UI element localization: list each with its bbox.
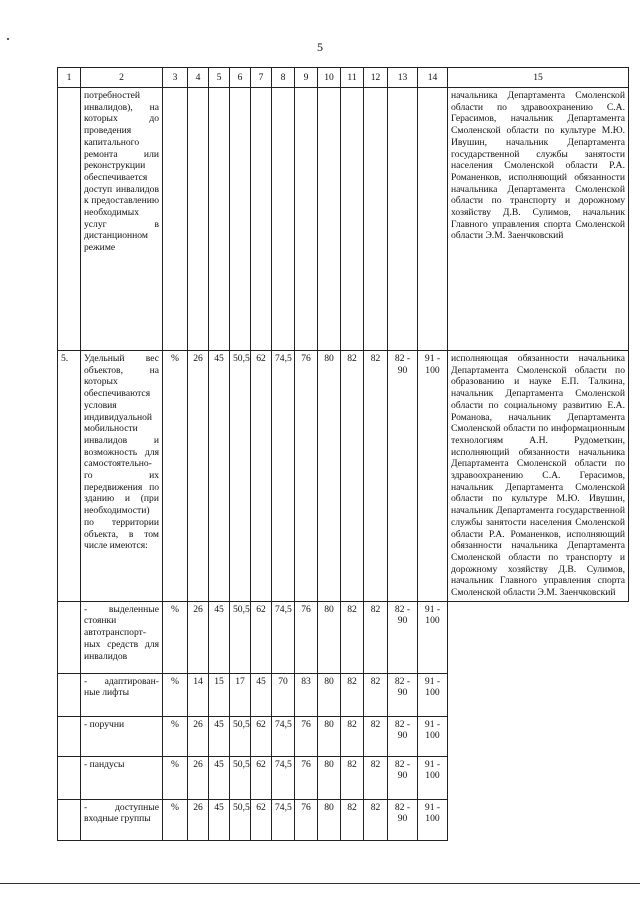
value-cell: 45 — [209, 756, 230, 799]
unit-cell: % — [163, 799, 188, 840]
description-cell: - адаптирован-ные лифты — [81, 673, 163, 716]
header-cell: 2 — [81, 68, 163, 88]
page-bottom-line — [0, 883, 640, 884]
value-cell: 45 — [209, 799, 230, 840]
value-cell: 82 - 90 — [388, 716, 418, 756]
description-cell: потребностей инвалидов), на которых до проведения капитального ремонта или реконструкции обеспечивается доступ инвалидов к предоставлению необходимых услуг в дистанционном режиме — [81, 88, 163, 351]
page-number: 5 — [317, 40, 323, 54]
value-cell: 82 — [364, 351, 388, 602]
value-cell: 62 — [251, 716, 272, 756]
row-number-cell — [58, 673, 81, 716]
header-cell: 5 — [209, 68, 230, 88]
value-cell: 82 — [364, 673, 388, 716]
value-cell: 45 — [209, 716, 230, 756]
value-cell: 50,5 — [230, 799, 251, 840]
value-cell: 45 — [209, 351, 230, 602]
value-cell: 50,5 — [230, 716, 251, 756]
value-cell: 26 — [188, 351, 209, 602]
value-cell: 26 — [188, 799, 209, 840]
header-cell: 8 — [272, 68, 295, 88]
value-cell: 80 — [318, 799, 341, 840]
value-cell: 62 — [251, 756, 272, 799]
value-cell: 74,5 — [272, 756, 295, 799]
row-number-cell — [58, 601, 81, 673]
header-cell: 14 — [418, 68, 448, 88]
responsible-cell: исполняющая обязанности начальника Департамента Смоленской области по образованию и науке Е.П. Талкина, начальник Департамента Смоленской области по социальному развитию Е.А. Романова, начальник Департамента Смоленской области по информационным технологиям А.Н. Рудометкин, исполняющий обязанности начальника Департамента Смоленской области по здравоохранению С.А. Герасимов, начальник Департамента Смоленской области по культуре М.Ю. Ивушин, начальник Департамента государственной службы занятости населения Смоленской области Р.А. Романенков, исполняющий обязанности начальника Департамента Смоленской области по транспорту и дорожному хозяйству Д.В. Сулимов, начальник Главного управления спорта Смоленской области Э.М. Заенчковский — [448, 351, 629, 602]
table-row — [58, 673, 629, 716]
value-cell: 26 — [188, 601, 209, 673]
value-cell: 80 — [318, 351, 341, 602]
unit-cell: % — [163, 673, 188, 716]
row-number-cell — [58, 88, 81, 351]
value-cell: 82 — [364, 756, 388, 799]
header-cell: 4 — [188, 68, 209, 88]
value-cell: 82 - 90 — [388, 756, 418, 799]
table-row — [58, 88, 629, 351]
value-cell: 76 — [295, 601, 318, 673]
table-row — [58, 799, 629, 840]
header-cell: 6 — [230, 68, 251, 88]
value-cell: 83 — [295, 673, 318, 716]
value-cell: 50,5 — [230, 756, 251, 799]
value-cell: 91 - 100 — [418, 799, 448, 840]
value-cell: 91 - 100 — [418, 756, 448, 799]
description-cell: - пандусы — [81, 756, 163, 799]
value-cell: 91 - 100 — [418, 673, 448, 716]
value-cell: 76 — [295, 756, 318, 799]
unit-cell: % — [163, 351, 188, 602]
header-cell: 12 — [364, 68, 388, 88]
value-cell: 82 — [341, 351, 364, 602]
value-cell: 62 — [251, 601, 272, 673]
header-cell: 13 — [388, 68, 418, 88]
table-row — [58, 601, 629, 673]
value-cell: 82 — [341, 673, 364, 716]
value-cell: 82 — [341, 601, 364, 673]
value-cell: 82 - 90 — [388, 673, 418, 716]
value-cell: 91 - 100 — [418, 716, 448, 756]
description-cell: - доступные входные группы — [81, 799, 163, 840]
header-cell: 15 — [448, 68, 629, 88]
value-cell: 82 - 90 — [388, 351, 418, 602]
value-cell: 15 — [209, 673, 230, 716]
value-cell: 74,5 — [272, 716, 295, 756]
row-number-cell — [58, 716, 81, 756]
value-cell: 80 — [318, 673, 341, 716]
value-cell: 17 — [230, 673, 251, 716]
value-cell: 26 — [188, 716, 209, 756]
header-cell: 1 — [58, 68, 81, 88]
value-cell: 82 - 90 — [388, 799, 418, 840]
table-header-row — [58, 68, 629, 88]
value-cell: 74,5 — [272, 351, 295, 602]
value-cell: 76 — [295, 351, 318, 602]
value-cell: 45 — [209, 601, 230, 673]
unit-cell: % — [163, 601, 188, 673]
value-cell: 45 — [251, 673, 272, 716]
value-cell: 91 - 100 — [418, 351, 448, 602]
row-number-cell — [58, 756, 81, 799]
header-cell: 10 — [318, 68, 341, 88]
unit-cell: % — [163, 756, 188, 799]
header-cell: 7 — [251, 68, 272, 88]
value-cell: 76 — [295, 799, 318, 840]
value-cell: 82 - 90 — [388, 601, 418, 673]
table-row — [58, 716, 629, 756]
header-cell: 11 — [341, 68, 364, 88]
value-cell: 50,5 — [230, 351, 251, 602]
description-cell: Удельный вес объектов, на которых обеспечиваются условия индивидуальной мобильности инвалидов и возможность для самостоятельно-го их передвижения по зданию и (при необходимости) по территории объекта, в том числе имеются: — [81, 351, 163, 602]
header-cell: 9 — [295, 68, 318, 88]
value-cell: 14 — [188, 673, 209, 716]
responsible-cell: начальника Департамента Смоленской области по здравоохранению С.А. Герасимов, начальник Департамента Смоленской области по культуре М.Ю. Ивушин, начальник Департамента государственной службы занятости населения Смоленской области Р.А. Романенков, исполняющий обязанности начальника Департамента Смоленской области по транспорту и дорожному хозяйству Д.В. Сулимов, начальник Главного управления спорта Смоленской области Э.М. Заенчковский — [448, 88, 629, 351]
value-cell: 76 — [295, 716, 318, 756]
value-cell: 74,5 — [272, 799, 295, 840]
value-cell: 82 — [364, 716, 388, 756]
table-row — [58, 351, 629, 602]
description-cell: - поручни — [81, 716, 163, 756]
row-number-cell: 5. — [58, 351, 81, 602]
value-cell: 80 — [318, 716, 341, 756]
value-cell: 80 — [318, 756, 341, 799]
value-cell: 80 — [318, 601, 341, 673]
value-cell: 82 — [341, 756, 364, 799]
value-cell: 74,5 — [272, 601, 295, 673]
value-cell: 62 — [251, 351, 272, 602]
value-cell: 70 — [272, 673, 295, 716]
value-cell: 82 — [364, 799, 388, 840]
value-cell: 26 — [188, 756, 209, 799]
table-row — [58, 756, 629, 799]
value-cell: 62 — [251, 799, 272, 840]
value-cell: 82 — [364, 601, 388, 673]
value-cell: 82 — [341, 716, 364, 756]
value-cell: 91 - 100 — [418, 601, 448, 673]
description-cell: - выделенные стоянки автотранспорт-ных средств для инвалидов — [81, 601, 163, 673]
row-number-cell — [58, 799, 81, 840]
unit-cell: % — [163, 716, 188, 756]
value-cell: 50,5 — [230, 601, 251, 673]
indicators-table — [57, 67, 629, 841]
header-cell: 3 — [163, 68, 188, 88]
value-cell: 82 — [341, 799, 364, 840]
